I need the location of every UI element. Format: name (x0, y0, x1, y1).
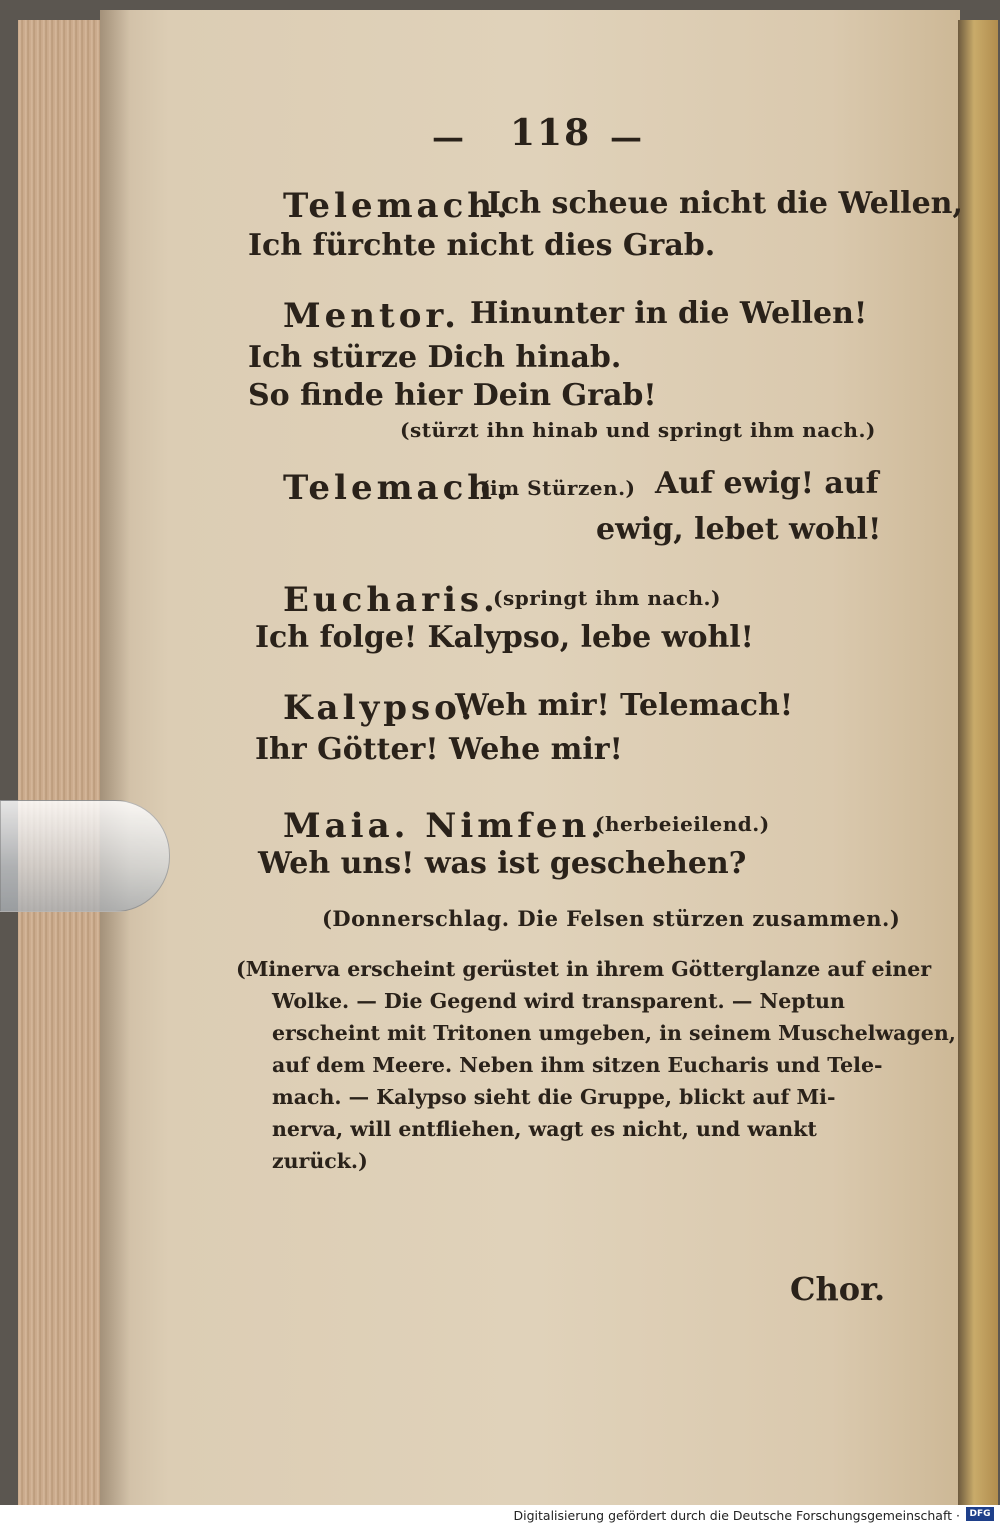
verse-line: Hinunter in die Wellen! (470, 296, 868, 331)
header-dash-left: — (432, 118, 464, 156)
header-dash-right: — (610, 118, 642, 156)
verse-line: So finde hier Dein Grab! (248, 378, 657, 413)
paragraph-line: nerva, will entfliehen, wagt es nicht, und wankt (272, 1117, 817, 1141)
speaker-mentor: Mentor. (283, 296, 460, 336)
paragraph-line: (Minerva erscheint gerüstet in ihrem Götterglanze auf einer (236, 957, 932, 981)
stage-direction: (Donnerschlag. Die Felsen stürzen zusammen.) (322, 906, 901, 931)
verse-line: Weh mir! Telemach! (455, 688, 794, 723)
verse-line: Ich folge! Kalypso, lebe wohl! (255, 620, 754, 655)
verse-line: Ich fürchte nicht dies Grab. (248, 228, 716, 263)
dfg-logo: DFG (966, 1507, 994, 1521)
footer-credit: Digitalisierung gefördert durch die Deutsche Forschungsgemeinschaft · (513, 1508, 960, 1523)
verse-line: Ich scheue nicht die Wellen, (487, 186, 963, 221)
verse-line: Auf ewig! auf (655, 466, 879, 501)
speaker-maia-nimfen: Maia. Nimfen. (283, 806, 607, 846)
stage-direction: (herbeieilend.) (595, 812, 770, 836)
plastic-page-clip (0, 800, 170, 912)
gutter-shadow (100, 10, 130, 1505)
paragraph-line: mach. — Kalypso sieht die Gruppe, blickt auf Mi- (272, 1085, 836, 1109)
stage-direction: (springt ihm nach.) (493, 586, 721, 610)
right-page-edge (958, 20, 998, 1505)
paragraph-line: erscheint mit Tritonen umgeben, in seinem Muschelwagen, (272, 1021, 956, 1045)
paragraph-line: Wolke. — Die Gegend wird transparent. — Neptun (272, 989, 845, 1013)
stage-direction: (stürzt ihn hinab und springt ihm nach.) (400, 418, 876, 442)
stage-direction: (im Stürzen.) (480, 476, 636, 500)
paragraph-line: zurück.) (272, 1149, 368, 1173)
page-number: 118 (510, 112, 592, 154)
verse-line: Weh uns! was ist geschehen? (258, 846, 747, 881)
verse-line: Ihr Götter! Wehe mir! (255, 732, 623, 767)
verse-line: Ich stürze Dich hinab. (248, 340, 622, 375)
speaker-kalypso: Kalypso. (283, 688, 477, 728)
verse-line: ewig, lebet wohl! (596, 512, 882, 547)
speaker-telemach: Telemach. (283, 468, 512, 508)
paragraph-line: auf dem Meere. Neben ihm sitzen Eucharis und Tele- (272, 1053, 883, 1077)
speaker-telemach: Telemach. (283, 186, 512, 226)
catchword: Chor. (790, 1270, 886, 1308)
speaker-eucharis: Eucharis. (283, 580, 499, 620)
